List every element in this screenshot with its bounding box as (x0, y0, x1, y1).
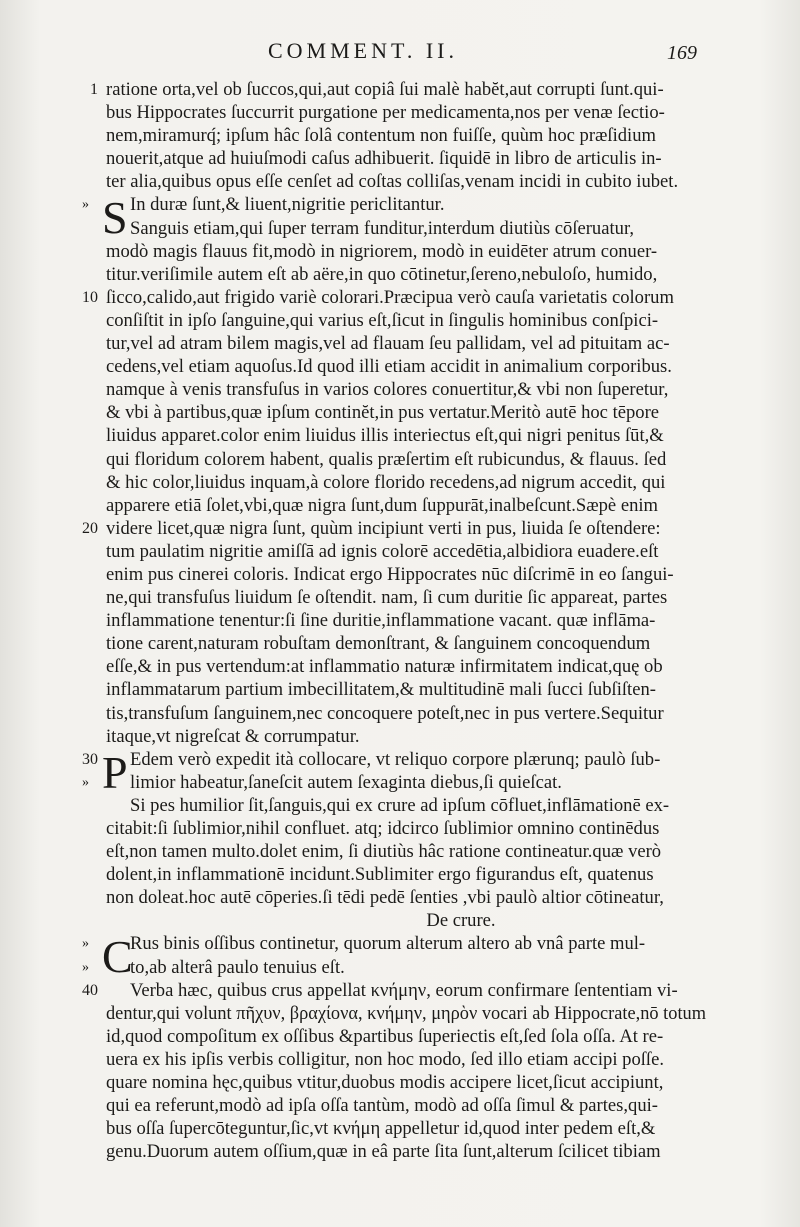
line-text: bus Hippocrates ſuccurrit purgatione per medicamenta,nos per venæ ſectio- (106, 102, 665, 124)
text-line (106, 655, 706, 678)
line-text: ter alia,quibus opus eſſe cenſet ad coſtas colliſas,venam incidi in cubito iubet. (106, 171, 679, 193)
text-body (82, 78, 706, 1163)
line-text: inflammatione tenentur:ſi ſine duritie,inflammatione vacant. quæ inflāma- (106, 610, 656, 632)
text-line (106, 332, 706, 355)
line-text: titur.veriſimile autem eſt ab aëre,in quo cōtinetur,ſereno,nebuloſo, humido, (106, 263, 658, 285)
line-text: tione carent,naturam robuſtam demonſtrant, & ſanguinem concoquendum (106, 633, 651, 655)
quote-mark: » (82, 936, 89, 952)
text-line (106, 563, 706, 586)
text-line (82, 517, 706, 540)
text-line (106, 355, 706, 378)
line-text: citabit:ſi ſublimior,nihil confluet. atq; idcirco ſublimior omnino continēdus (106, 818, 660, 839)
line-text: ratione orta,vel ob ſuccos,qui,aut copiâ ſui malè habĕt,aut corrupti ſunt.qui- (106, 79, 664, 100)
line-text: Si pes humilior ſit,ſanguis,qui ex crure ad ipſum cōfluet,inflāmationē ex- (130, 794, 670, 816)
line-text: & vbi à partibus,quæ ipſum continĕt,in pus vertatur.Meritò autē hoc tēpore (106, 402, 660, 424)
text-line (106, 909, 706, 932)
text-line (106, 1117, 706, 1140)
line-text: conſiſtit in ipſo ſanguine,qui varius eſt,ſicut in ſingulis hominibus conſpici- (106, 309, 659, 331)
line-text: Rus binis oſſibus continetur, quorum alterum altero ab vnâ parte mul- (130, 933, 646, 955)
line-text: ſicco,calido,aut frigido variè colorari.Præcipua verò cauſa varietatis colorum (106, 286, 674, 308)
line-text: De crure. (426, 910, 496, 932)
line-text: to,ab alterâ paulo tenuius eſt. (130, 956, 345, 978)
text-line (82, 956, 706, 979)
text-line (106, 678, 706, 701)
line-text: genu.Duorum autem oſſium,quæ in eâ parte ſita ſunt,alterum ſcilicet tibiam (106, 1141, 661, 1163)
line-text: namque à venis transfuſus in varios colores conuertitur,& vbi non ſuperetur, (106, 379, 669, 401)
text-line (82, 286, 706, 309)
line-text: Sanguis etiam,qui ſuper terram funditur,interdum diutiùs cōſeruatur, (130, 217, 635, 239)
line-text: tis,transfuſum ſanguinem,nec concoquere poteſt,nec in pus vertere.Sequitur (106, 702, 664, 724)
line-text: bus oſſa ſupercōteguntur,ſic,vt κνήμη appelletur id,quod inter pedem eſt,& (106, 1118, 656, 1140)
quote-mark: » (82, 197, 89, 213)
line-text: non doleat.hoc autē cōperies.ſi tēdi pedē ſenties ,vbi paulò altior cōtineatur, (106, 887, 664, 909)
line-number: 40 (82, 981, 98, 999)
text-line (106, 170, 706, 193)
text-line (106, 632, 706, 655)
line-number: 1 (90, 81, 98, 98)
text-line (106, 702, 706, 725)
line-text: id,quod compoſitum ex oſſibus &partibus ſuperiectis eſt,ſed ſola oſſa. At re- (106, 1025, 664, 1047)
line-text: dolent,in inflammationē incidunt.Sublimiter ergo figurandus eſt, quatenus (106, 864, 654, 886)
line-text: quare nomina hęc,quibus vtitur,duobus modis accipere licet,ſicut accipiunt, (106, 1072, 664, 1094)
line-text: qui ea referunt,modò ad ipſa oſſa tantùm, modò ad oſſa ſimul & partes,qui- (106, 1095, 658, 1117)
text-line (106, 794, 706, 817)
line-text: Edem verò expedit ità collocare, vt reliquo corpore plærunq; paulò ſub- (130, 748, 661, 770)
line-text: apparere etiā ſolet,vbi,quæ nigra ſunt,dum ſuppurāt,inalbeſcunt.Sæpè enim (106, 494, 658, 516)
text-line (106, 309, 706, 332)
line-number: 30 (82, 750, 98, 768)
quote-mark: » (82, 959, 89, 975)
line-text: uera ex his ipſis verbis colligitur, non hoc modo, ſed illo etiam accipi poſſe. (106, 1048, 664, 1070)
text-line (106, 1002, 706, 1025)
line-text: In duræ ſunt,& liuent,nigritie periclitantur. (130, 194, 445, 216)
text-line (106, 1094, 706, 1117)
text-line (106, 863, 706, 886)
text-line (106, 817, 706, 840)
line-number: 20 (82, 519, 98, 537)
text-line (106, 240, 706, 263)
text-line (106, 378, 706, 401)
line-text: eſſe,& in pus vertendum:at inflammatio naturæ infirmitatem indicat,quę ob (106, 656, 663, 678)
drop-cap: P (102, 746, 128, 798)
quote-mark: » (82, 774, 89, 790)
text-line (106, 1025, 706, 1048)
line-text: liuidus apparet.color enim liuidus illis interiectus eſt,qui nigri penitus ſūt,& (106, 425, 664, 447)
line-text: & hic color,liuidus inquam,à colore florido recedens,ad nigrum accedit, qui (106, 471, 666, 493)
running-head: COMMENT. II. (268, 38, 458, 63)
text-line (106, 840, 706, 863)
line-text: dentur,qui volunt πῆχυν, βραχίονα, κνήμην, μηρὸν vocari ab Hippocrate,nō totum (106, 1002, 706, 1024)
text-line (106, 471, 706, 494)
text-line (106, 147, 706, 170)
line-text: inflammatarum partium imbecillitatem,& multitudinē mali ſucci ſubſiſten- (106, 679, 656, 701)
line-text: Verba hæc, quibus crus appellat κνήμην, eorum confirmare ſententiam vi- (130, 979, 678, 1001)
text-line (106, 494, 706, 517)
text-line (106, 1071, 706, 1094)
text-line (106, 124, 706, 147)
page-number: 169 (667, 42, 697, 64)
text-line (106, 1140, 706, 1163)
drop-cap: C (102, 931, 133, 983)
line-text: videre licet,quæ nigra ſunt, quùm incipiunt verti in pus, liuida ſe oſtendere: (106, 517, 661, 539)
line-text: itaque,vt nigreſcat & corrumpatur. (106, 725, 360, 747)
line-text: modò magis flauus fit,modò in nigriorem, modò in euidēter atrum conuer- (106, 240, 658, 262)
line-text: qui floridum colorem habent, qualis præſertim eſt rubicundus, & flauus. ſed (106, 448, 667, 470)
line-text: limior habeatur,ſaneſcit autem ſexaginta diebus,ſi quieſcat. (130, 771, 562, 793)
text-line (90, 78, 706, 101)
text-line (106, 424, 706, 447)
line-text: tum paulatim nigritie amiſſā ad ignis colorē accedētia,albidiora euadere.eſt (106, 540, 659, 562)
text-line (106, 1048, 706, 1071)
drop-cap: S (102, 192, 128, 244)
text-line (106, 217, 706, 240)
line-text: nouerit,atque ad huiuſmodi caſus adhibuerit. ſiquidē in libro de articulis in- (106, 148, 662, 170)
text-line (106, 448, 706, 471)
line-text: tur,vel ad atram bilem magis,vel ad flauam ſeu pallidam, vel ad pituitam ac- (106, 333, 670, 355)
text-line (82, 771, 706, 794)
text-line (106, 540, 706, 563)
text-line (106, 586, 706, 609)
line-text: nem,miramurq́; ipſum hâc ſolâ contentum non fuiſſe, quùm hoc præſidium (106, 125, 656, 147)
line-text: cedens,vel etiam aquoſus.Id quod illi etiam accidit in animalium corporibus. (106, 356, 672, 378)
text-line (106, 609, 706, 632)
text-line (106, 886, 706, 909)
line-text: ne,qui transfuſus liuidum ſe oſtendit. nam, ſi cum duritie ſic appareat, partes (106, 587, 668, 609)
text-line (106, 263, 706, 286)
text-line (82, 979, 706, 1002)
text-line (106, 101, 706, 124)
line-text: eſt,non tamen multo.dolet enim, ſi diutiùs hâc ratione contineatur.quæ verò (106, 841, 662, 863)
text-line (106, 725, 706, 748)
text-line (106, 401, 706, 424)
page-header (0, 38, 800, 72)
line-number: 10 (82, 288, 98, 306)
line-text: enim pus cinerei coloris. Indicat ergo Hippocrates nūc diſcrimē in eo ſangui- (106, 563, 674, 585)
